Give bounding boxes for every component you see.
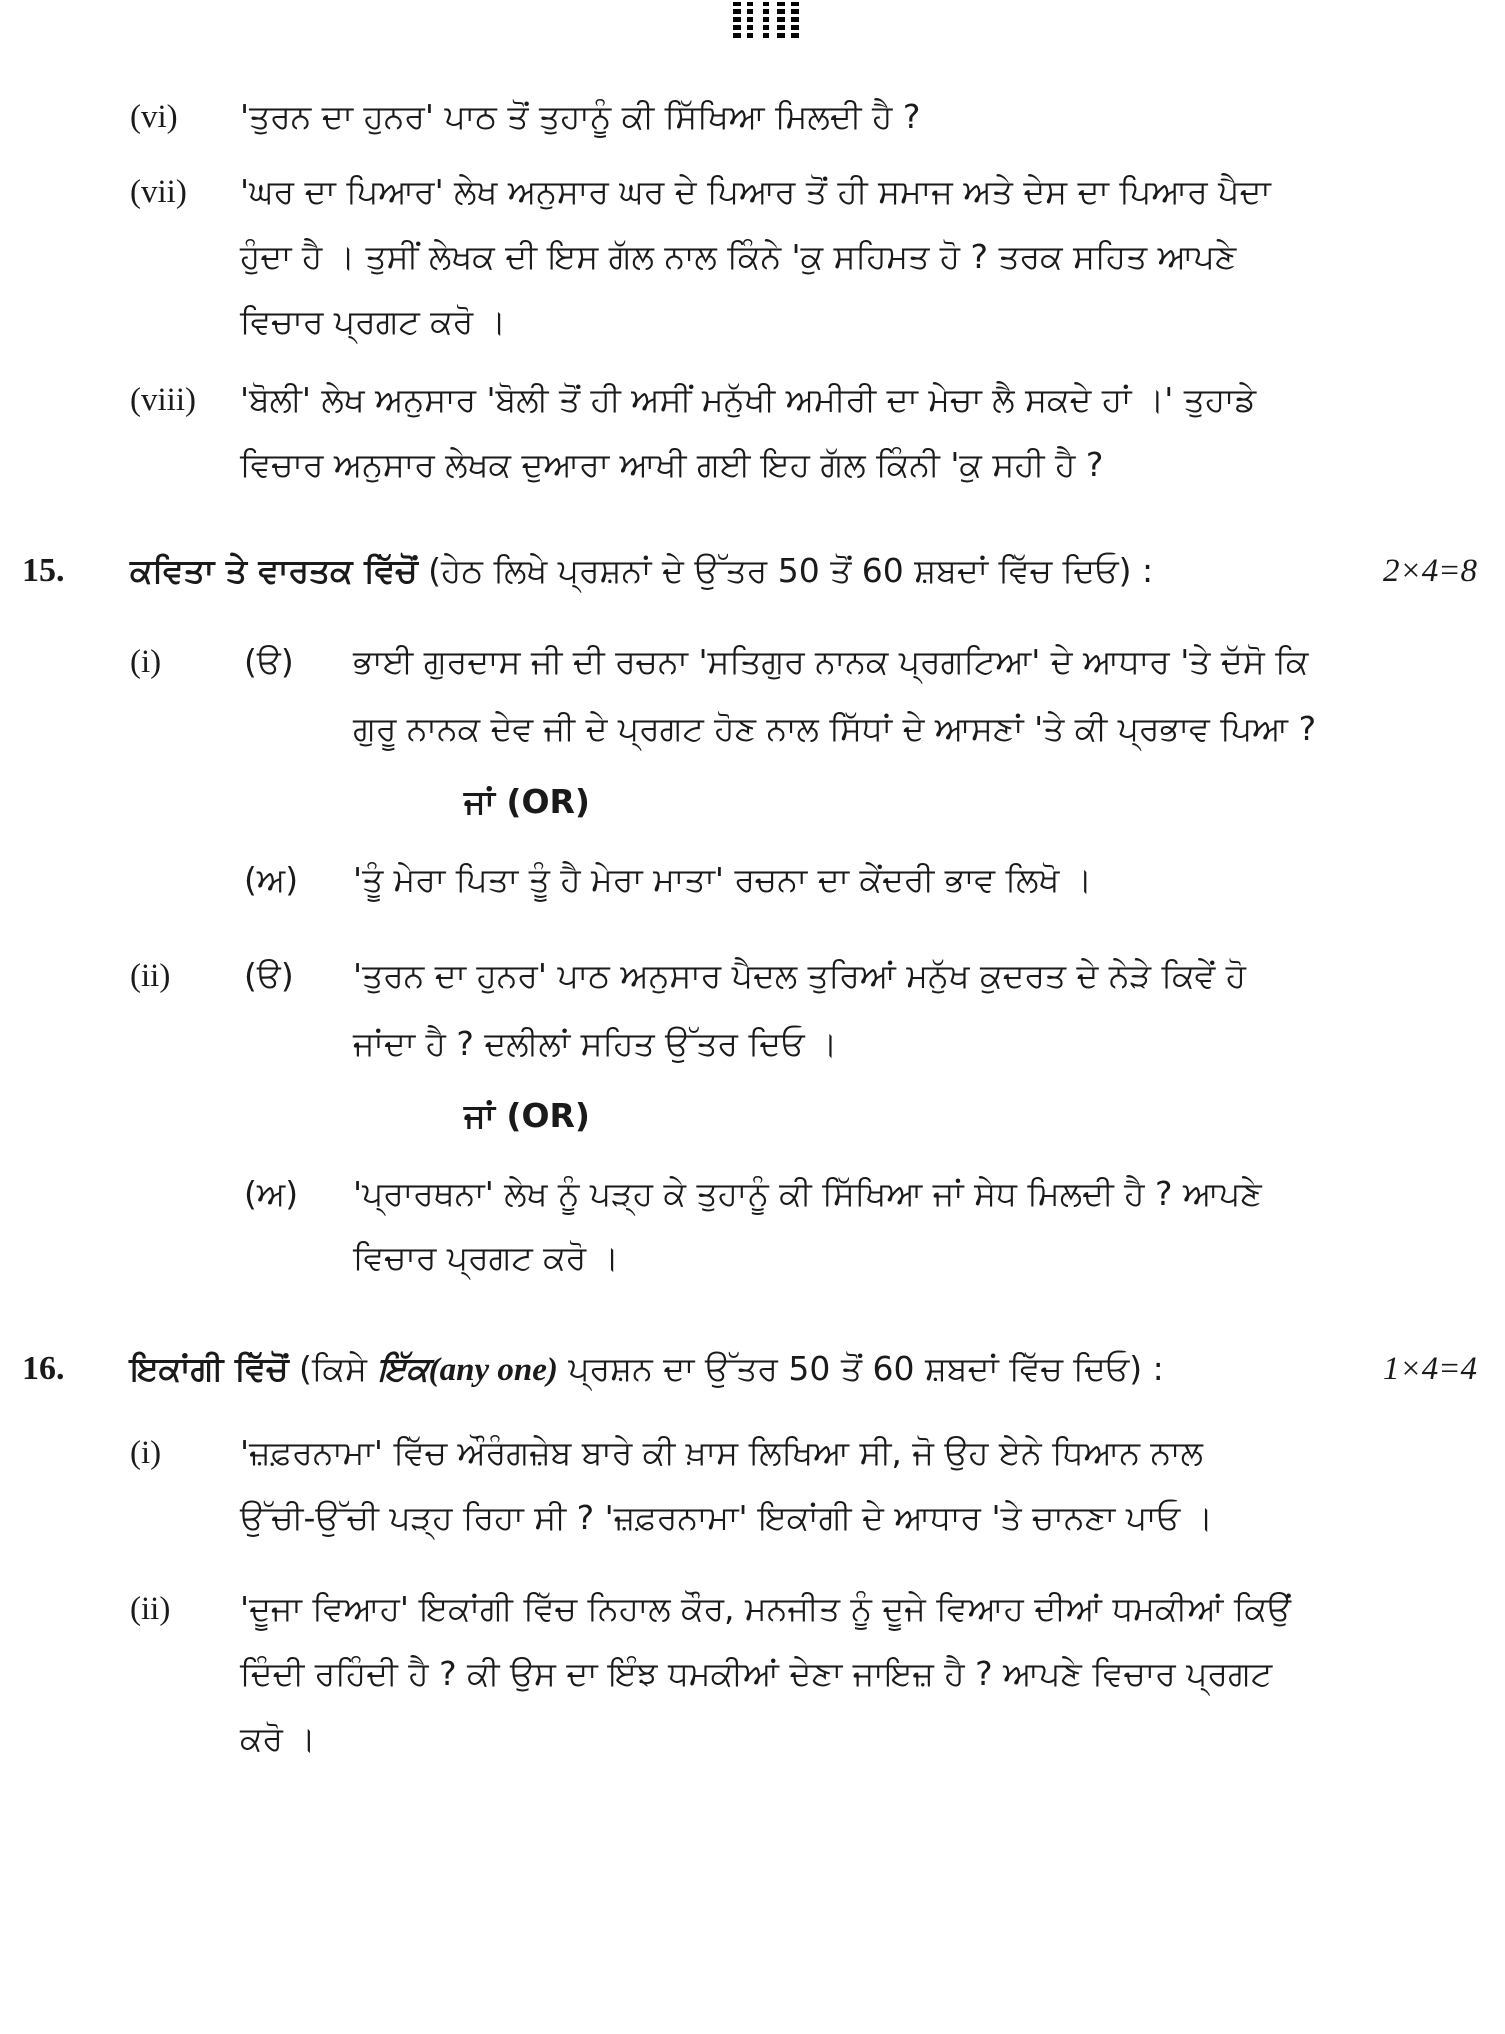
part-label: (i) bbox=[130, 1435, 162, 1471]
section-title: ਇਕਾਂਗੀ ਵਿੱਚੋਂ bbox=[130, 1349, 289, 1388]
question-text: 'ਘਰ ਦਾ ਪਿਆਰ' ਲੇਖ ਅਨੁਸਾਰ ਘਰ ਦੇ ਪਿਆਰ ਤੋਂ ਹੀ ਸਮਾਜ ਅਤੇ ਦੇਸ ਦਾ ਪਿਆਰ ਪੈਦਾ bbox=[240, 172, 1271, 211]
marks-16: 1×4=4 bbox=[1382, 1351, 1477, 1387]
question-text: ਵਿਚਾਰ ਅਨੁਸਾਰ ਲੇਖਕ ਦੁਆਰਾ ਆਖੀ ਗਈ ਇਹ ਗੱਲ ਕਿੰਨੀ 'ਕੁ ਸਹੀ ਹੈ ? bbox=[240, 445, 1104, 484]
question-text: ਕਰੋ । bbox=[240, 1719, 316, 1758]
instruction: (ਹੇਠ ਲਿਖੇ ਪ੍ਰਸ਼ਨਾਂ ਦੇ ਉੱਤਰ 50 ਤੋਂ 60 ਸ਼ਬਦਾਂ ਵਿੱਚ ਦਿਓ) : bbox=[428, 551, 1154, 590]
instruction-pre: (ਕਿਸੇ bbox=[298, 1349, 367, 1388]
part-label: (ii) bbox=[130, 958, 171, 994]
question-text: 'ਜ਼ਫ਼ਰਨਾਮਾ' ਵਿੱਚ ਔਰੰਗਜ਼ੇਬ ਬਾਰੇ ਕੀ ਖ਼ਾਸ ਲਿਖਿਆ ਸੀ, ਜੋ ਉਹ ਏਨੇ ਧਿਆਨ ਨਾਲ bbox=[240, 1433, 1203, 1472]
part-label-vii: (vii) bbox=[130, 174, 187, 210]
option-label: (ਅ) bbox=[244, 860, 299, 899]
question-text: ਗੁਰੂ ਨਾਨਕ ਦੇਵ ਜੀ ਦੇ ਪ੍ਰਗਟ ਹੋਣ ਨਾਲ ਸਿੱਧਾਂ ਦੇ ਆਸਣਾਂ 'ਤੇ ਕੀ ਪ੍ਰਭਾਵ ਪਿਆ ? bbox=[353, 709, 1317, 748]
qr-code bbox=[733, 2, 799, 38]
question-text: ਜਾਂਦਾ ਹੈ ? ਦਲੀਲਾਂ ਸਹਿਤ ਉੱਤਰ ਦਿਓ । bbox=[353, 1024, 838, 1063]
question-text: ਭਾਈ ਗੁਰਦਾਸ ਜੀ ਦੀ ਰਚਨਾ 'ਸਤਿਗੁਰ ਨਾਨਕ ਪ੍ਰਗਟਿਆ' ਦੇ ਆਧਾਰ 'ਤੇ ਦੱਸੋ ਕਿ bbox=[353, 642, 1309, 681]
marks-15: 2×4=8 bbox=[1382, 553, 1477, 589]
option-label: (ਅ) bbox=[244, 1174, 299, 1213]
question-text: ਹੁੰਦਾ ਹੈ । ਤੁਸੀਂ ਲੇਖਕ ਦੀ ਇਸ ਗੱਲ ਨਾਲ ਕਿੰਨੇ 'ਕੁ ਸਹਿਮਤ ਹੋ ? ਤਰਕ ਸਹਿਤ ਆਪਣੇ bbox=[240, 237, 1237, 276]
or-separator: ਜਾਂ (OR) bbox=[464, 1096, 591, 1135]
instruction-any-one: (any one) bbox=[428, 1352, 558, 1388]
question-text: 'ਪ੍ਰਾਰਥਨਾ' ਲੇਖ ਨੂੰ ਪੜ੍ਹ ਕੇ ਤੁਹਾਨੂੰ ਕੀ ਸਿੱਖਿਆ ਜਾਂ ਸੇਧ ਮਿਲਦੀ ਹੈ ? ਆਪਣੇ bbox=[353, 1174, 1262, 1213]
question-text: ਵਿਚਾਰ ਪ੍ਰਗਟ ਕਰੋ । bbox=[353, 1238, 619, 1277]
question-text: ਵਿਚਾਰ ਪ੍ਰਗਟ ਕਰੋ । bbox=[240, 302, 506, 341]
question-heading-15 bbox=[130, 549, 1153, 593]
question-number-16: 16. bbox=[22, 1350, 65, 1387]
question-heading-16 bbox=[130, 1347, 1164, 1392]
question-text: 'ਤੂੰ ਮੇਰਾ ਪਿਤਾ ਤੂੰ ਹੈ ਮੇਰਾ ਮਾਤਾ' ਰਚਨਾ ਦਾ ਕੇਂਦਰੀ ਭਾਵ ਲਿਖੋ । bbox=[353, 860, 1093, 899]
section-title: ਕਵਿਤਾ ਤੇ ਵਾਰਤਕ ਵਿੱਚੋਂ bbox=[130, 551, 418, 590]
instruction-one: ਇੱਕ bbox=[377, 1349, 429, 1388]
part-label: (ii) bbox=[130, 1591, 171, 1627]
question-text: 'ਬੋਲੀ' ਲੇਖ ਅਨੁਸਾਰ 'ਬੋਲੀ ਤੋਂ ਹੀ ਅਸੀਂ ਮਨੁੱਖੀ ਅਮੀਰੀ ਦਾ ਮੇਚਾ ਲੈ ਸਕਦੇ ਹਾਂ ।' ਤੁਹਾਡੇ bbox=[240, 380, 1257, 419]
question-number-15: 15. bbox=[22, 552, 65, 589]
option-label: (ੳ) bbox=[244, 642, 294, 681]
part-label: (i) bbox=[130, 644, 162, 680]
question-text: ਦਿੰਦੀ ਰਹਿੰਦੀ ਹੈ ? ਕੀ ਉਸ ਦਾ ਇੰਝ ਧਮਕੀਆਂ ਦੇਣਾ ਜਾਇਜ਼ ਹੈ ? ਆਪਣੇ ਵਿਚਾਰ ਪ੍ਰਗਟ bbox=[240, 1654, 1273, 1693]
question-text: 'ਤੁਰਨ ਦਾ ਹੁਨਰ' ਪਾਠ ਤੋਂ ਤੁਹਾਨੂੰ ਕੀ ਸਿੱਖਿਆ ਮਿਲਦੀ ਹੈ ? bbox=[240, 97, 921, 136]
question-text: 'ਤੁਰਨ ਦਾ ਹੁਨਰ' ਪਾਠ ਅਨੁਸਾਰ ਪੈਦਲ ਤੁਰਿਆਂ ਮਨੁੱਖ ਕੁਦਰਤ ਦੇ ਨੇੜੇ ਕਿਵੇਂ ਹੋ bbox=[353, 956, 1247, 995]
option-label: (ੳ) bbox=[244, 956, 294, 995]
instruction: ਪ੍ਰਸ਼ਨ ਦਾ ਉੱਤਰ 50 ਤੋਂ 60 ਸ਼ਬਦਾਂ ਵਿੱਚ ਦਿਓ) : bbox=[568, 1349, 1164, 1388]
question-text: ਉੱਚੀ-ਉੱਚੀ ਪੜ੍ਹ ਰਿਹਾ ਸੀ ? 'ਜ਼ਫ਼ਰਨਾਮਾ' ਇਕਾਂਗੀ ਦੇ ਆਧਾਰ 'ਤੇ ਚਾਨਣਾ ਪਾਓ । bbox=[240, 1498, 1213, 1537]
question-text: 'ਦੂਜਾ ਵਿਆਹ' ਇਕਾਂਗੀ ਵਿੱਚ ਨਿਹਾਲ ਕੌਰ, ਮਨਜੀਤ ਨੂੰ ਦੂਜੇ ਵਿਆਹ ਦੀਆਂ ਧਮਕੀਆਂ ਕਿਉਂ bbox=[240, 1589, 1291, 1628]
or-separator: ਜਾਂ (OR) bbox=[464, 782, 591, 821]
part-label-viii: (viii) bbox=[130, 382, 196, 418]
part-label-vi: (vi) bbox=[130, 99, 178, 135]
